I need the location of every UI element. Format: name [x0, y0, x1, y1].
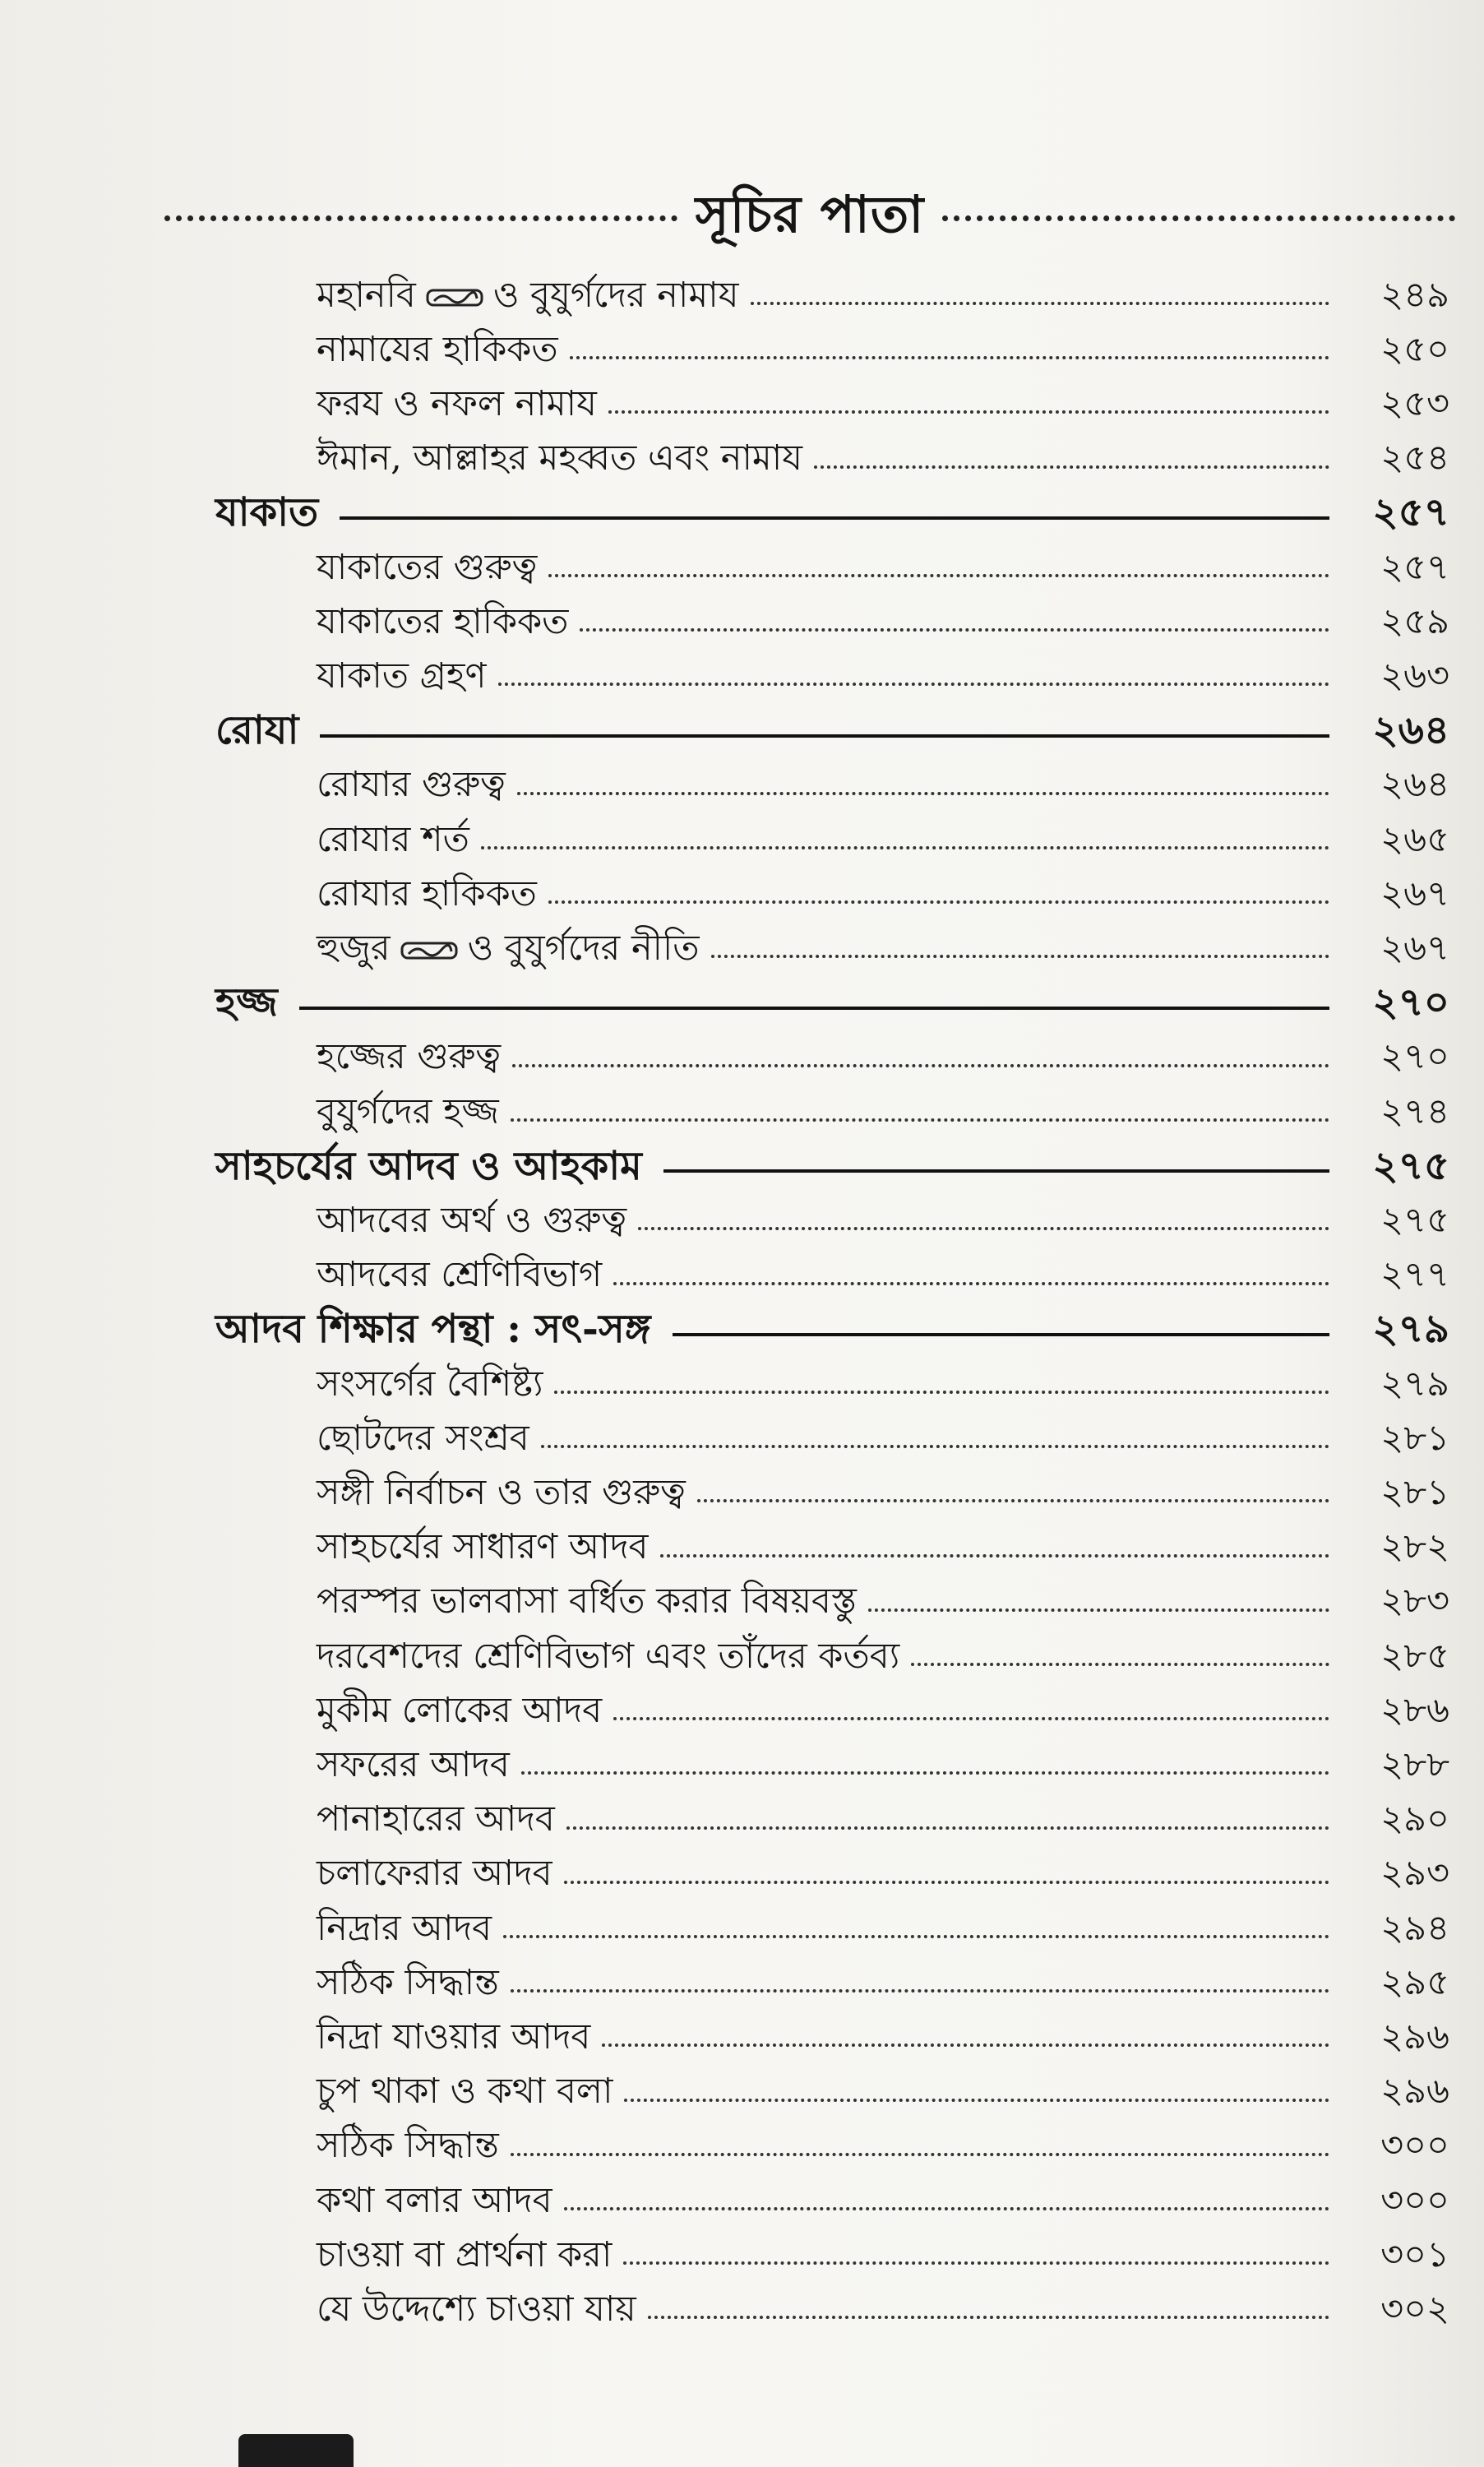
dot-leader: [564, 1881, 1329, 1884]
section-rule: [299, 1007, 1329, 1010]
toc-entry: [317, 1959, 1449, 2011]
toc-entry: [317, 1196, 1449, 1249]
dot-leader: [868, 1608, 1329, 1612]
toc-entry-label: ফরয ও নফল নামায: [317, 382, 597, 424]
toc-entry-label: সাহচর্যের আদব ও আহকাম: [215, 1142, 642, 1189]
toc-entry: [317, 1252, 1449, 1304]
dot-leader: [814, 465, 1329, 469]
toc-entry-label: নিদ্রার আদব: [317, 1907, 492, 1949]
toc-entry: [317, 271, 1449, 324]
toc-entry: [317, 2231, 1449, 2284]
toc-page-number: ২৮৫: [1380, 1635, 1449, 1677]
toc-entry-label: সঠিক সিদ্ধান্ত: [317, 2125, 499, 2167]
toc-page-number: ৩০০: [1380, 2179, 1449, 2221]
toc-page-number: ৩০১: [1380, 2233, 1449, 2275]
toc-entry: [317, 816, 1449, 868]
toc-entry: [317, 1088, 1449, 1141]
toc-entry-label: রোযা: [215, 707, 299, 754]
dot-leader: [511, 1989, 1329, 1993]
toc-section-heading: [215, 707, 1449, 760]
toc-page-number: ২৭৯: [1372, 1306, 1449, 1353]
dot-leader: [564, 2207, 1329, 2210]
dot-leader: [697, 1499, 1329, 1502]
toc-entry-label: চলাফেরার আদব: [317, 1853, 552, 1895]
salutation-mark-icon: [400, 940, 458, 961]
dot-leader: [511, 2153, 1329, 2156]
toc-page-number: ২৭০: [1380, 1036, 1449, 1078]
toc-page-number: ২৬৩: [1380, 655, 1449, 697]
toc-entry: [317, 1414, 1449, 1467]
section-rule: [340, 516, 1329, 520]
section-rule: [663, 1169, 1329, 1173]
toc-entry-label: যাকাত গ্রহণ: [317, 655, 487, 697]
toc-entry-label: রোযার হাকিকত: [317, 872, 537, 914]
toc-page-number: ২৫০: [1380, 328, 1449, 370]
dot-leader: [512, 1064, 1329, 1067]
toc-entry: [317, 326, 1449, 378]
toc-page-number: ২৫৭: [1372, 489, 1449, 536]
toc-section-heading: [215, 1306, 1449, 1358]
toc-entry-label: আদব শিক্ষার পন্থা : সৎ-সঙ্গ: [215, 1306, 651, 1353]
dot-leader: [548, 900, 1329, 904]
toc-entry-label: ঈমান, আল্লাহর মহব্বত এবং নামায: [317, 437, 803, 479]
dot-leader: [554, 1391, 1329, 1394]
toc-entry: [317, 2285, 1449, 2338]
toc-entry-label: চুপ থাকা ও কথা বলা: [317, 2071, 613, 2113]
toc-entry: [317, 2013, 1449, 2066]
toc-entry: [317, 1578, 1449, 1631]
dot-leader: [570, 356, 1329, 359]
toc-entry: [317, 380, 1449, 433]
toc-section-heading: [215, 1142, 1449, 1195]
dot-leader: [548, 574, 1329, 577]
salutation-mark-icon: [426, 287, 483, 308]
toc-page-number: ২৫৩: [1380, 382, 1449, 424]
toc-entry-label: সঠিক সিদ্ধান্ত: [317, 1961, 499, 2003]
dot-leader: [638, 1227, 1329, 1230]
toc-page-number: ২৭৪: [1380, 1090, 1449, 1132]
dot-leader: [613, 1282, 1329, 1285]
dot-leader: [481, 846, 1329, 849]
page-header: [164, 185, 1455, 251]
dot-leader: [541, 1445, 1329, 1448]
toc-entry-label: মহানবি ও বুযুর্গদের নামায: [317, 274, 739, 316]
toc-entry-label: রোযার গুরুত্ব: [317, 764, 506, 806]
toc-entry: [317, 1469, 1449, 1521]
toc-entry: [317, 652, 1449, 705]
toc-entry-label: নামাযের হাকিকত: [317, 328, 558, 370]
toc-entry-label: হুজুর ও বুযুর্গদের নীতি: [317, 927, 700, 969]
toc-entry: [317, 924, 1449, 977]
toc-entry-label: সাহচর্যের সাধারণ আদব: [317, 1526, 649, 1568]
dot-leader: [498, 683, 1329, 686]
toc-page-number: ২৮৬: [1380, 1689, 1449, 1731]
toc-entry-label: হজ্জ: [215, 979, 278, 1026]
toc-entry-label: সংসর্গের বৈশিষ্ট্য: [317, 1363, 543, 1405]
dot-leader: [660, 1554, 1330, 1557]
toc-entry-label: হজ্জের গুরুত্ব: [317, 1036, 502, 1078]
dot-leader: [751, 302, 1330, 305]
toc-page-number: ২৮২: [1380, 1526, 1449, 1568]
toc-entry-label: যে উদ্দেশ্যে চাওয়া যায়: [317, 2288, 636, 2330]
toc-page-number: ২৯৫: [1380, 1961, 1449, 2003]
dot-leader: [911, 1663, 1329, 1666]
toc-page-number: ২৯৬: [1380, 2071, 1449, 2113]
toc-entry: [317, 2177, 1449, 2229]
dot-leader: [503, 1935, 1329, 1938]
toc-entry: [317, 1850, 1449, 1903]
toc-entry-label: যাকাতের গুরুত্ব: [317, 546, 538, 588]
toc-entry: [317, 870, 1449, 923]
dot-leader: [623, 2261, 1329, 2265]
toc-page-number: ২৪৯: [1380, 274, 1449, 316]
toc-entry-label: সফরের আদব: [317, 1743, 510, 1785]
toc-entry: [317, 598, 1449, 650]
toc-page-number: ২৭৯: [1380, 1363, 1449, 1405]
toc-entry: [317, 1741, 1449, 1794]
toc-entry: [317, 435, 1449, 488]
toc-entry: [317, 544, 1449, 596]
dot-leader: [517, 792, 1329, 795]
toc-entry-label: দরবেশদের শ্রেণিবিভাগ এবং তাঁদের কর্তব্য: [317, 1635, 900, 1677]
toc-entry: [317, 2068, 1449, 2121]
toc-page-number: ২৫৭: [1380, 546, 1449, 588]
dot-leader: [648, 2316, 1329, 2319]
toc-page-number: ২৯৬: [1380, 2016, 1449, 2057]
toc-entry-label: পরস্পর ভালবাসা বর্ধিত করার বিষয়বস্তু: [317, 1581, 857, 1622]
toc-entry-label: আদবের অর্থ ও গুরুত্ব: [317, 1199, 627, 1241]
toc-page-number: ২৯৩: [1380, 1853, 1449, 1895]
toc-page-number: ৩০০: [1380, 2125, 1449, 2167]
toc-page-number: ২৬৪: [1380, 764, 1449, 806]
toc-page-number: ২৭০: [1372, 979, 1449, 1026]
toc-entry: [317, 1796, 1449, 1849]
toc-page-number: ২৬৭: [1380, 872, 1449, 914]
toc-entry-label: আদবের শ্রেণিবিভাগ: [317, 1254, 603, 1296]
dot-leader: [566, 1826, 1329, 1830]
toc-entry: [317, 761, 1449, 814]
toc-entry: [317, 1632, 1449, 1685]
dot-leader: [521, 1771, 1329, 1775]
toc-entry-label: সঙ্গী নির্বাচন ও তার গুরুত্ব: [317, 1471, 686, 1513]
dot-leader: [580, 628, 1329, 632]
toc-entry-label: চাওয়া বা প্রার্থনা করা: [317, 2233, 613, 2275]
header-dots-right: [942, 215, 1455, 221]
toc-page-number: ২৬৫: [1380, 818, 1449, 860]
toc-entry: [317, 1034, 1449, 1086]
toc-entry: [317, 1524, 1449, 1576]
section-rule: [673, 1333, 1330, 1336]
toc-page-number: ২৬৭: [1380, 927, 1449, 969]
toc-section-heading: [215, 489, 1449, 542]
section-rule: [320, 734, 1329, 738]
dot-leader: [602, 2043, 1329, 2047]
toc-page-number: ২৮৮: [1380, 1743, 1449, 1785]
page-title: সূচির পাতা: [695, 183, 925, 244]
toc-entry-label: নিদ্রা যাওয়ার আদব: [317, 2016, 591, 2057]
toc-entry-label: মুকীম লোকের আদব: [317, 1689, 603, 1731]
toc-page-number: ২৭৫: [1380, 1199, 1449, 1241]
toc-entry-label: রোযার শর্ত: [317, 818, 469, 860]
toc-page-number: ২৫৪: [1380, 437, 1449, 479]
toc-entry-label: ছোটদের সংশ্রব: [317, 1417, 529, 1459]
toc-entry: [317, 1360, 1449, 1413]
toc-entry-label: পানাহারের আদব: [317, 1798, 555, 1840]
dot-leader: [511, 1118, 1329, 1122]
dot-leader: [608, 410, 1329, 414]
toc-section-heading: [215, 979, 1449, 1032]
toc-entry-label: কথা বলার আদব: [317, 2179, 552, 2221]
toc-entry-label: যাকাত: [215, 489, 319, 536]
header-dots-left: [164, 215, 677, 221]
toc-page-number: ৩০২: [1380, 2288, 1449, 2330]
toc-entry: [317, 2122, 1449, 2175]
toc-entry-label: বুযুর্গদের হজ্জ: [317, 1090, 499, 1132]
toc-page-number: ২৫৯: [1380, 600, 1449, 642]
toc-page-number: ২৭৭: [1380, 1254, 1449, 1296]
page-tab-marker: [238, 2434, 354, 2467]
dot-leader: [624, 2099, 1329, 2102]
toc-page-number: ২৬৪: [1372, 707, 1449, 754]
toc-page-number: ২৭৫: [1372, 1142, 1449, 1189]
dot-leader: [711, 955, 1329, 958]
toc-entry-label: যাকাতের হাকিকত: [317, 600, 569, 642]
toc-entry: [317, 1687, 1449, 1739]
toc-page-number: ২৮১: [1380, 1471, 1449, 1513]
toc-page-number: ২৮১: [1380, 1417, 1449, 1459]
toc-page-number: ২৯৪: [1380, 1907, 1449, 1949]
toc-page-number: ২৮৩: [1380, 1581, 1449, 1622]
toc-entry: [317, 1905, 1449, 1957]
toc-page-number: ২৯০: [1380, 1798, 1449, 1840]
dot-leader: [613, 1717, 1329, 1720]
